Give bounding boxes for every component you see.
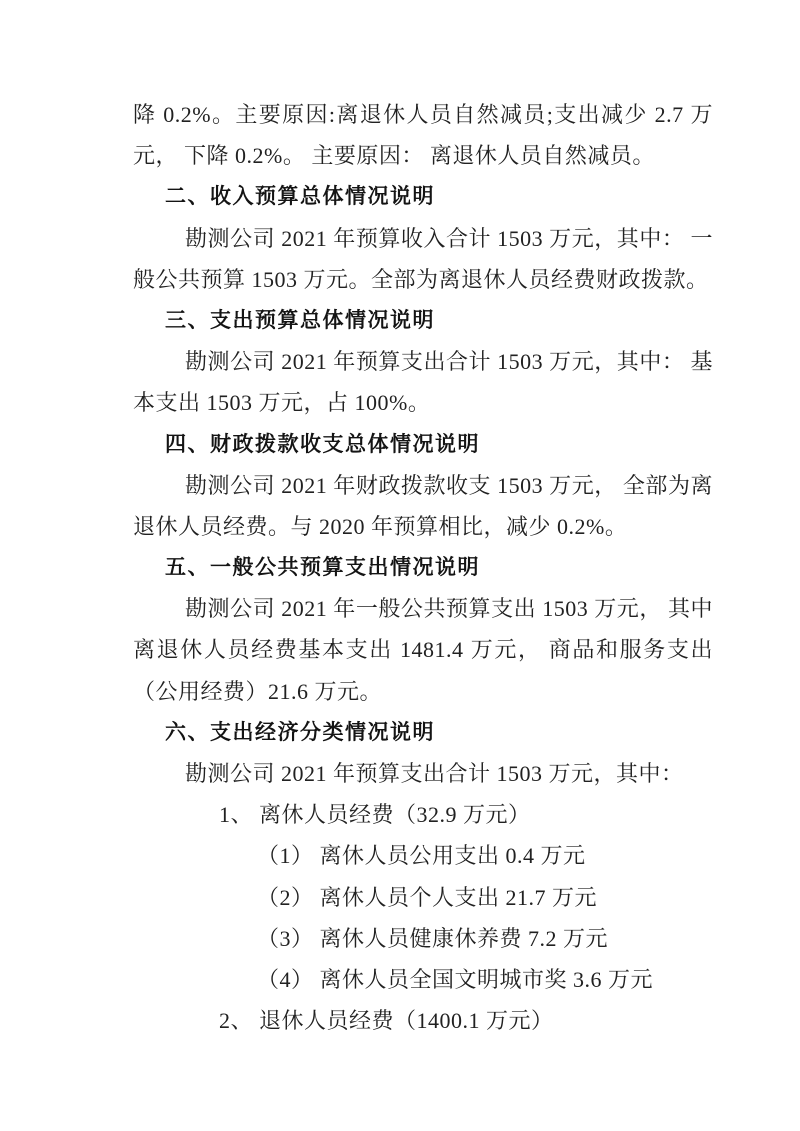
document-body <box>133 94 713 1041</box>
paragraph-first-line: 勘测公司 2021 年预算支出合计 1503 万元，其中： <box>185 761 684 786</box>
list-item: 2、 退休人员经费（1400.1 万元） <box>219 1008 554 1034</box>
paragraph-line: 离退休人员经费基本支出 1481.4 万元， 商品和服务支出 <box>133 637 713 663</box>
paragraph-first-line: 勘测公司 2021 年预算支出合计 1503 万元，其中： 基 <box>185 349 713 375</box>
paragraph-line: （公用经费）21.6 万元。 <box>133 678 383 704</box>
sub-list-item: （1） 离休人员公用支出 0.4 万元 <box>257 843 586 869</box>
paragraph-first-line: 勘测公司 2021 年预算收入合计 1503 万元，其中： 一 <box>185 225 713 251</box>
sub-list-item: （2） 离休人员个人支出 21.7 万元 <box>257 884 598 910</box>
section-heading: 三、支出预算总体情况说明 <box>165 308 435 332</box>
paragraph-first-line: 勘测公司 2021 年财政拨款收支 1503 万元， 全部为离 <box>185 472 713 498</box>
paragraph-line: 降 0.2%。主要原因:离退休人员自然减员;支出减少 2.7 万 <box>133 102 713 127</box>
paragraph-line: 本支出 1503 万元，占 100%。 <box>133 390 431 416</box>
section-heading: 六、支出经济分类情况说明 <box>165 720 435 744</box>
section-heading: 五、一般公共预算支出情况说明 <box>165 556 480 580</box>
section-heading: 二、收入预算总体情况说明 <box>165 185 435 209</box>
section-heading: 四、财政拨款收支总体情况说明 <box>165 432 480 456</box>
list-item: 1、 离休人员经费（32.9 万元） <box>219 802 531 828</box>
paragraph-line: 元， 下降 0.2%。 主要原因： 离退休人员自然减员。 <box>133 143 655 169</box>
paragraph-line: 退休人员经费。与 2020 年预算相比，减少 0.2%。 <box>133 513 628 539</box>
sub-list-item: （4） 离休人员全国文明城市奖 3.6 万元 <box>257 966 654 992</box>
sub-list-item: （3） 离休人员健康休养费 7.2 万元 <box>257 925 609 951</box>
paragraph-first-line: 勘测公司 2021 年一般公共预算支出 1503 万元， 其中 <box>185 596 713 622</box>
paragraph-line: 般公共预算 1503 万元。全部为离退休人员经费财政拨款。 <box>133 266 709 292</box>
